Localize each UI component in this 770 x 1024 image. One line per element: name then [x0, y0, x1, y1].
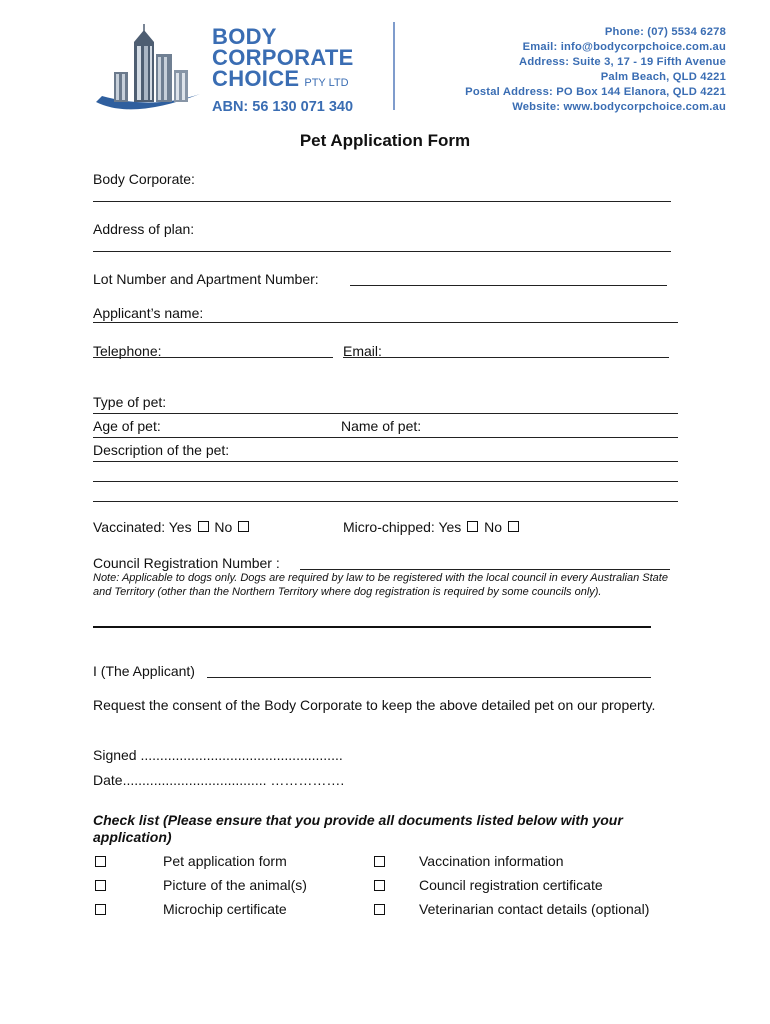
name-of-pet-label: Name of pet: [341, 418, 422, 434]
telephone-field[interactable] [93, 357, 333, 358]
checklist-checkbox-microchip[interactable] [95, 904, 106, 915]
consent-request-text: Request the consent of the Body Corporate to keep the above detailed pet on our property. [93, 697, 656, 713]
brand-name-line3 [212, 68, 382, 94]
applicant-name-label: Applicant’s name: [93, 305, 204, 321]
form-title: Pet Application Form [299, 131, 471, 150]
email-label: Email: [343, 343, 382, 359]
checklist-item-microchip: Microchip certificate [163, 901, 287, 917]
telephone-label: Telephone: [93, 343, 162, 359]
abn-number: ABN: 56 130 071 340 [212, 99, 354, 115]
brand-name-line2: CORPORATE [212, 45, 354, 70]
council-registration-field[interactable] [300, 569, 670, 570]
brand-name-line1: BODY [212, 24, 277, 49]
microchipped-label: Micro-chipped: Yes [343, 519, 462, 535]
contact-postal-address: Postal Address: PO Box 144 Elanora, QLD 4221 [465, 86, 726, 98]
brand-choice: CHOICE [212, 66, 300, 91]
checklist-checkbox-vaccination[interactable] [374, 856, 385, 867]
checklist-heading: Check list (Please ensure that you provide all documents listed below with your application) [93, 812, 623, 845]
applicant-declaration-label: I (The Applicant) [93, 663, 195, 679]
applicant-declaration-field[interactable] [207, 677, 651, 678]
checklist-item-council-cert: Council registration certificate [419, 877, 603, 893]
contact-address: Address: Suite 3, 17 - 19 Fifth Avenue [519, 56, 726, 68]
lot-number-label: Lot Number and Apartment Number: [93, 271, 319, 287]
vaccinated-yes-checkbox[interactable] [198, 521, 209, 532]
contact-phone: Phone: (07) 5534 6278 [604, 26, 726, 38]
checklist-checkbox-vet[interactable] [374, 904, 385, 915]
letterhead-divider [393, 22, 395, 110]
microchipped-row [343, 519, 521, 535]
checklist-checkbox-pet-application[interactable] [95, 856, 106, 867]
address-of-plan-label: Address of plan: [93, 221, 195, 237]
checklist-item-picture: Picture of the animal(s) [163, 877, 307, 893]
section-divider [93, 626, 651, 628]
description-field-line3[interactable] [93, 501, 678, 502]
brand-pty-ltd: PTY LTD [304, 77, 349, 89]
vaccinated-label: Vaccinated: Yes [93, 519, 192, 535]
email-field[interactable] [343, 357, 669, 358]
vaccinated-row [93, 519, 251, 535]
applicant-name-field[interactable] [93, 322, 678, 323]
brand-block [212, 26, 382, 116]
checklist-item-vaccination: Vaccination information [419, 853, 564, 869]
building-skyline-logo-icon [92, 24, 207, 114]
type-of-pet-label: Type of pet: [93, 394, 167, 410]
microchipped-no-label: No [484, 519, 502, 535]
council-registration-label: Council Registration Number : [93, 555, 280, 571]
checklist-item-pet-application: Pet application form [163, 853, 287, 869]
age-of-pet-label: Age of pet: [93, 418, 161, 434]
dog-registration-note: Note: Applicable to dogs only. Dogs are required by law to be registered with the local council in every Australian State and Territory (other than the Northern Territory where dog registration is required by some councils only). [93, 572, 668, 598]
age-name-field[interactable] [93, 437, 678, 438]
checklist-checkbox-picture[interactable] [95, 880, 106, 891]
letterhead [92, 20, 732, 115]
microchipped-yes-checkbox[interactable] [467, 521, 478, 532]
body-corporate-field[interactable] [93, 201, 671, 202]
microchipped-no-checkbox[interactable] [508, 521, 519, 532]
description-field-line1[interactable] [93, 461, 678, 462]
description-field-line2[interactable] [93, 481, 678, 482]
description-label: Description of the pet: [93, 442, 230, 458]
type-of-pet-field[interactable] [93, 413, 678, 414]
contact-details [465, 25, 726, 115]
lot-number-field[interactable] [350, 285, 667, 286]
contact-email: Email: info@bodycorpchoice.com.au [522, 41, 726, 53]
signed-field[interactable]: Signed .................................................... [93, 747, 343, 763]
checklist-checkbox-council-cert[interactable] [374, 880, 385, 891]
vaccinated-no-label: No [214, 519, 233, 535]
date-field[interactable]: Date..................................... ……………. [93, 772, 345, 788]
body-corporate-label: Body Corporate: [93, 171, 195, 187]
contact-website: Website: www.bodycorpchoice.com.au [512, 101, 726, 113]
address-of-plan-field[interactable] [93, 251, 671, 252]
checklist-item-vet: Veterinarian contact details (optional) [419, 901, 650, 917]
contact-address-suburb: Palm Beach, QLD 4221 [600, 71, 726, 83]
vaccinated-no-checkbox[interactable] [238, 521, 249, 532]
